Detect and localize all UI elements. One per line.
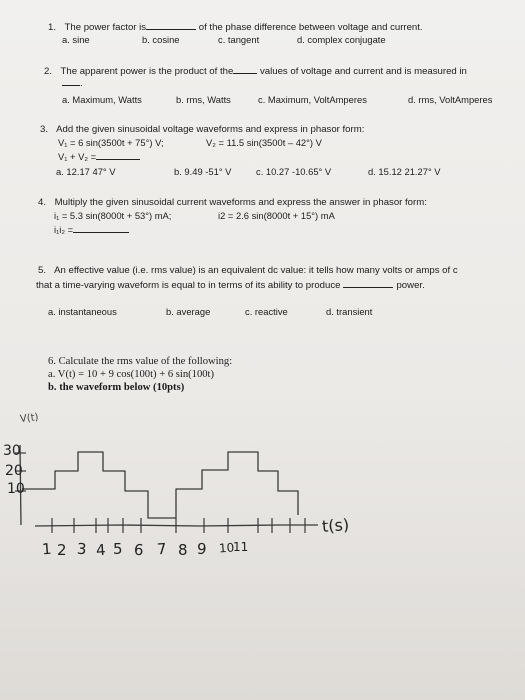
question-text: The apparent power is the product of the bbox=[60, 66, 234, 77]
x-tick-label: 5 bbox=[113, 540, 123, 558]
q2-option-c[interactable]: c. Maximum, VoltAmperes bbox=[258, 94, 367, 105]
q3-sum-label: V₁ + V₂ = bbox=[58, 151, 97, 162]
x-tick-label: 10 bbox=[218, 540, 235, 556]
question-number: 4. bbox=[38, 197, 47, 208]
question-text: of the phase difference between voltage and current. bbox=[198, 22, 423, 33]
q5-option-c[interactable]: c. reactive bbox=[245, 306, 288, 317]
x-tick-label: 6 bbox=[133, 540, 145, 560]
question-5-line-2 bbox=[36, 278, 425, 292]
question-3 bbox=[40, 124, 364, 136]
q5-option-a[interactable]: a. instantaneous bbox=[48, 306, 117, 317]
q4-i2: i2 = 2.6 sin(8000t + 15°) mA bbox=[218, 210, 335, 221]
q2-option-a[interactable]: a. Maximum, Watts bbox=[62, 94, 142, 105]
x-tick-label: 1 bbox=[41, 539, 53, 559]
question-1 bbox=[48, 20, 423, 34]
q4-i1: i₁ = 5.3 sin(8000t + 53°) mA; bbox=[54, 210, 172, 221]
x-tick-label: 4 bbox=[95, 540, 107, 560]
answer-blank[interactable] bbox=[96, 150, 140, 160]
q2-answer-blank-line[interactable]: . bbox=[62, 76, 83, 90]
q1-option-b[interactable]: b. cosine bbox=[142, 34, 180, 45]
y-tick-label-30: 30 bbox=[3, 443, 21, 459]
question-number: 3. bbox=[40, 124, 49, 135]
question-6-part-b: b. the waveform below (10pts) bbox=[48, 382, 185, 393]
x-tick-label: 9 bbox=[196, 539, 208, 559]
waveform-layer bbox=[15, 445, 318, 533]
q3-option-d[interactable]: d. 15.12 21.27° V bbox=[368, 166, 441, 177]
y-axis-label: V(t) bbox=[19, 412, 40, 425]
q3-option-b[interactable]: b. 9.49 -51° V bbox=[174, 166, 232, 177]
x-axis-label: t(s) bbox=[321, 515, 350, 536]
answer-blank[interactable] bbox=[146, 20, 196, 30]
question-text: values of voltage and current and is measured in bbox=[259, 66, 467, 77]
q3-option-c[interactable]: c. 10.27 -10.65° V bbox=[256, 166, 332, 177]
question-number: 1. bbox=[48, 22, 57, 33]
q5-option-b[interactable]: b. average bbox=[166, 306, 211, 317]
question-text: that a time-varying waveform is equal to in terms of its ability to produce bbox=[36, 280, 341, 291]
question-number: 5. bbox=[38, 265, 47, 276]
q3-option-a[interactable]: a. 12.17 47° V bbox=[56, 166, 116, 177]
q3-v1: V₁ = 6 sin(3500t + 75°) V; bbox=[58, 137, 164, 148]
answer-blank[interactable] bbox=[233, 64, 257, 74]
question-text: power. bbox=[396, 280, 425, 291]
x-tick-label: 2 bbox=[57, 541, 67, 559]
y-tick-label-20: 20 bbox=[5, 463, 23, 479]
x-tick-label: 11 bbox=[233, 540, 249, 554]
q1-option-c[interactable]: c. tangent bbox=[218, 34, 260, 45]
question-text: An effective value (i.e. rms value) is an equivalent dc value: it tells how many volts or amps of c bbox=[54, 265, 458, 276]
cut-off-header bbox=[20, 0, 23, 5]
q5-option-d[interactable]: d. transient bbox=[326, 306, 373, 317]
question-text: Multiply the given sinusoidal current waveforms and express the answer in phasor form: bbox=[54, 197, 427, 208]
q1-option-a[interactable]: a. sine bbox=[62, 34, 90, 45]
question-6-part-a: a. V(t) = 10 + 9 cos(100t) + 6 sin(100t) bbox=[48, 369, 215, 380]
answer-blank bbox=[62, 76, 80, 86]
q3-v2: V₂ = 11.5 sin(3500t – 42°) V bbox=[206, 137, 322, 148]
x-tick-label: 3 bbox=[76, 539, 88, 559]
q4-product bbox=[54, 223, 129, 235]
question-6-title: 6. Calculate the rms value of the following: bbox=[48, 356, 233, 367]
waveform-trace bbox=[22, 452, 298, 518]
question-5 bbox=[38, 265, 458, 277]
question-number: 2. bbox=[44, 66, 53, 77]
q2-option-b[interactable]: b. rms, Watts bbox=[176, 94, 231, 105]
question-text: The power factor is bbox=[64, 22, 147, 33]
y-tick-label-10: 10 bbox=[7, 481, 25, 497]
q1-option-d[interactable]: d. complex conjugate bbox=[297, 34, 386, 45]
answer-blank[interactable] bbox=[343, 278, 393, 288]
x-tick-label: 7 bbox=[156, 539, 168, 559]
q2-option-d[interactable]: d. rms, VoltAmperes bbox=[408, 94, 493, 105]
question-2 bbox=[44, 64, 467, 78]
answer-blank[interactable] bbox=[73, 223, 129, 233]
q4-product-label: i₁i₂ = bbox=[54, 224, 74, 235]
question-text: Add the given sinusoidal voltage waveforms and express in phasor form: bbox=[56, 124, 365, 135]
question-4 bbox=[38, 197, 427, 209]
q3-sum bbox=[58, 150, 140, 162]
x-tick-label: 8 bbox=[178, 541, 188, 559]
